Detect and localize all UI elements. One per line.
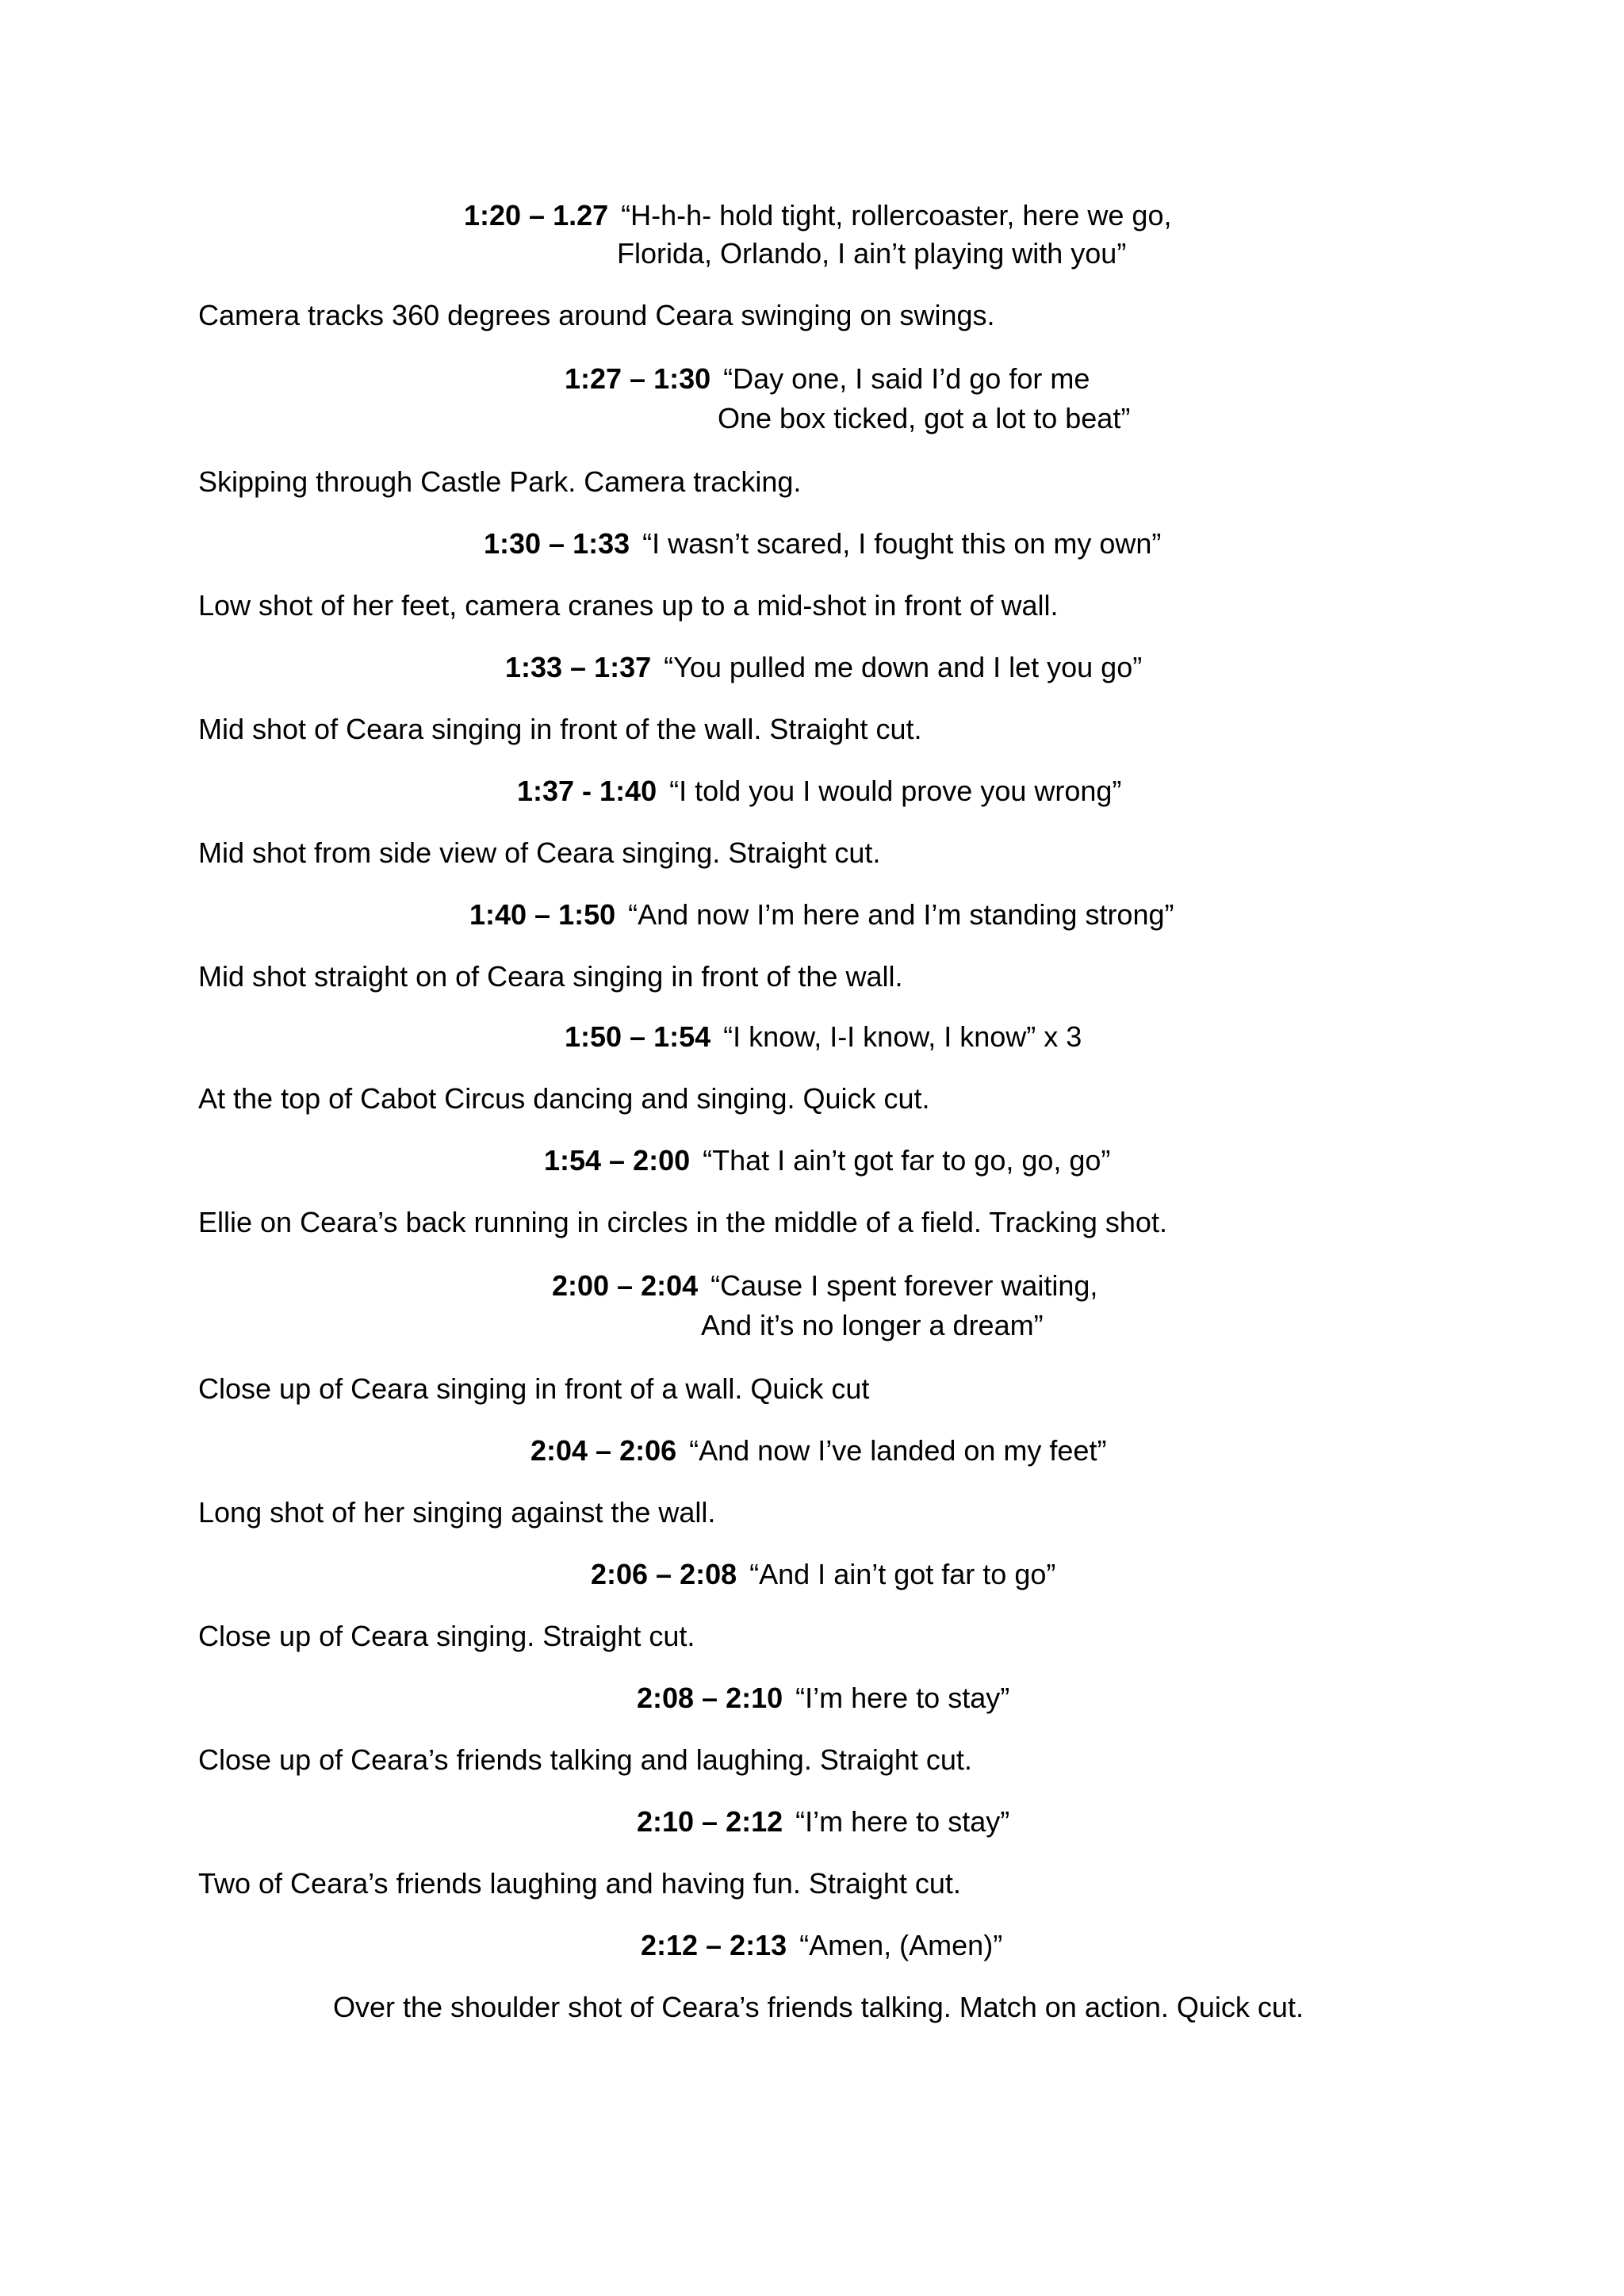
cue-4-lyric-1: “You pulled me down and I let you go”	[664, 651, 1143, 683]
cue-6-line-1	[469, 896, 1174, 934]
cue-1-line-1	[464, 197, 1171, 235]
cue-14-time: 2:12 – 2:13	[641, 1929, 787, 1961]
cue-9-time: 2:00 – 2:04	[552, 1269, 699, 1302]
cue-13-line-1	[637, 1803, 1009, 1841]
note-3: Low shot of her feet, camera cranes up to a mid-shot in front of wall.	[198, 589, 1059, 622]
cue-6-time: 1:40 – 1:50	[469, 898, 616, 931]
cue-12-time: 2:08 – 2:10	[637, 1682, 783, 1714]
cue-3-line-1	[484, 525, 1161, 563]
cue-9-line-2	[701, 1307, 1044, 1345]
cue-5-line-1	[517, 772, 1121, 810]
cue-3-time: 1:30 – 1:33	[484, 527, 630, 560]
cue-13-lyric-1: “I’m here to stay”	[795, 1805, 1010, 1838]
note-8: Ellie on Ceara’s back running in circles in the middle of a field. Tracking shot.	[198, 1206, 1167, 1238]
cue-2-lyric-2: One box ticked, got a lot to beat”	[718, 402, 1131, 434]
note-7: At the top of Cabot Circus dancing and singing. Quick cut.	[198, 1082, 930, 1115]
cue-2-line-2	[718, 400, 1130, 438]
cue-12-lyric-1: “I’m here to stay”	[795, 1682, 1010, 1714]
cue-12-line-1	[637, 1679, 1009, 1717]
cue-7-lyric-1: “I know, I-I know, I know” x 3	[723, 1020, 1082, 1053]
cue-2-time: 1:27 – 1:30	[565, 362, 711, 395]
cue-5-time: 1:37 - 1:40	[517, 775, 657, 807]
cue-2-line-1	[565, 360, 1090, 398]
note-6: Mid shot straight on of Ceara singing in front of the wall.	[198, 960, 903, 993]
cue-8-line-1	[544, 1142, 1110, 1180]
cue-1-lyric-1: “H-h-h- hold tight, rollercoaster, here we go,	[621, 199, 1172, 232]
cue-10-lyric-1: “And now I’ve landed on my feet”	[689, 1434, 1107, 1467]
cue-8-lyric-1: “That I ain’t got far to go, go, go”	[703, 1144, 1111, 1177]
cue-14-lyric-1: “Amen, (Amen)”	[799, 1929, 1003, 1961]
cue-13-time: 2:10 – 2:12	[637, 1805, 783, 1838]
cue-8-time: 1:54 – 2:00	[544, 1144, 691, 1177]
note-12: Close up of Ceara’s friends talking and laughing. Straight cut.	[198, 1743, 972, 1776]
cue-10-line-1	[530, 1432, 1106, 1470]
note-13: Two of Ceara’s friends laughing and having fun. Straight cut.	[198, 1867, 961, 1900]
cue-9-lyric-2: And it’s no longer a dream”	[701, 1309, 1044, 1341]
note-5: Mid shot from side view of Ceara singing. Straight cut.	[198, 836, 881, 869]
cue-2-lyric-1: “Day one, I said I’d go for me	[723, 362, 1090, 395]
cue-11-lyric-1: “And I ain’t got far to go”	[749, 1558, 1056, 1590]
cue-9-lyric-1: “Cause I spent forever waiting,	[710, 1269, 1098, 1302]
cue-9-line-1	[552, 1267, 1097, 1305]
cue-4-line-1	[505, 649, 1142, 687]
cue-1-line-2	[617, 235, 1126, 273]
note-4: Mid shot of Ceara singing in front of the wall. Straight cut.	[198, 713, 922, 745]
cue-5-lyric-1: “I told you I would prove you wrong”	[669, 775, 1122, 807]
cue-4-time: 1:33 – 1:37	[505, 651, 652, 683]
cue-14-line-1	[641, 1927, 1002, 1965]
cue-7-line-1	[565, 1018, 1082, 1056]
note-1: Camera tracks 360 degrees around Ceara swinging on swings.	[198, 299, 995, 331]
note-9: Close up of Ceara singing in front of a wall. Quick cut	[198, 1372, 870, 1405]
cue-1-lyric-2: Florida, Orlando, I ain’t playing with you”	[617, 237, 1127, 270]
note-11: Close up of Ceara singing. Straight cut.	[198, 1620, 695, 1652]
note-2: Skipping through Castle Park. Camera tracking.	[198, 465, 802, 498]
note-14: Over the shoulder shot of Ceara’s friends talking. Match on action. Quick cut.	[333, 1991, 1304, 2023]
cue-10-time: 2:04 – 2:06	[530, 1434, 677, 1467]
cue-6-lyric-1: “And now I’m here and I’m standing strong”	[628, 898, 1174, 931]
cue-1-time: 1:20 – 1.27	[464, 199, 609, 232]
cue-3-lyric-1: “I wasn’t scared, I fought this on my own”	[642, 527, 1162, 560]
cue-11-time: 2:06 – 2:08	[591, 1558, 737, 1590]
note-10: Long shot of her singing against the wall.	[198, 1496, 716, 1529]
cue-11-line-1	[591, 1556, 1055, 1594]
cue-7-time: 1:50 – 1:54	[565, 1020, 711, 1053]
